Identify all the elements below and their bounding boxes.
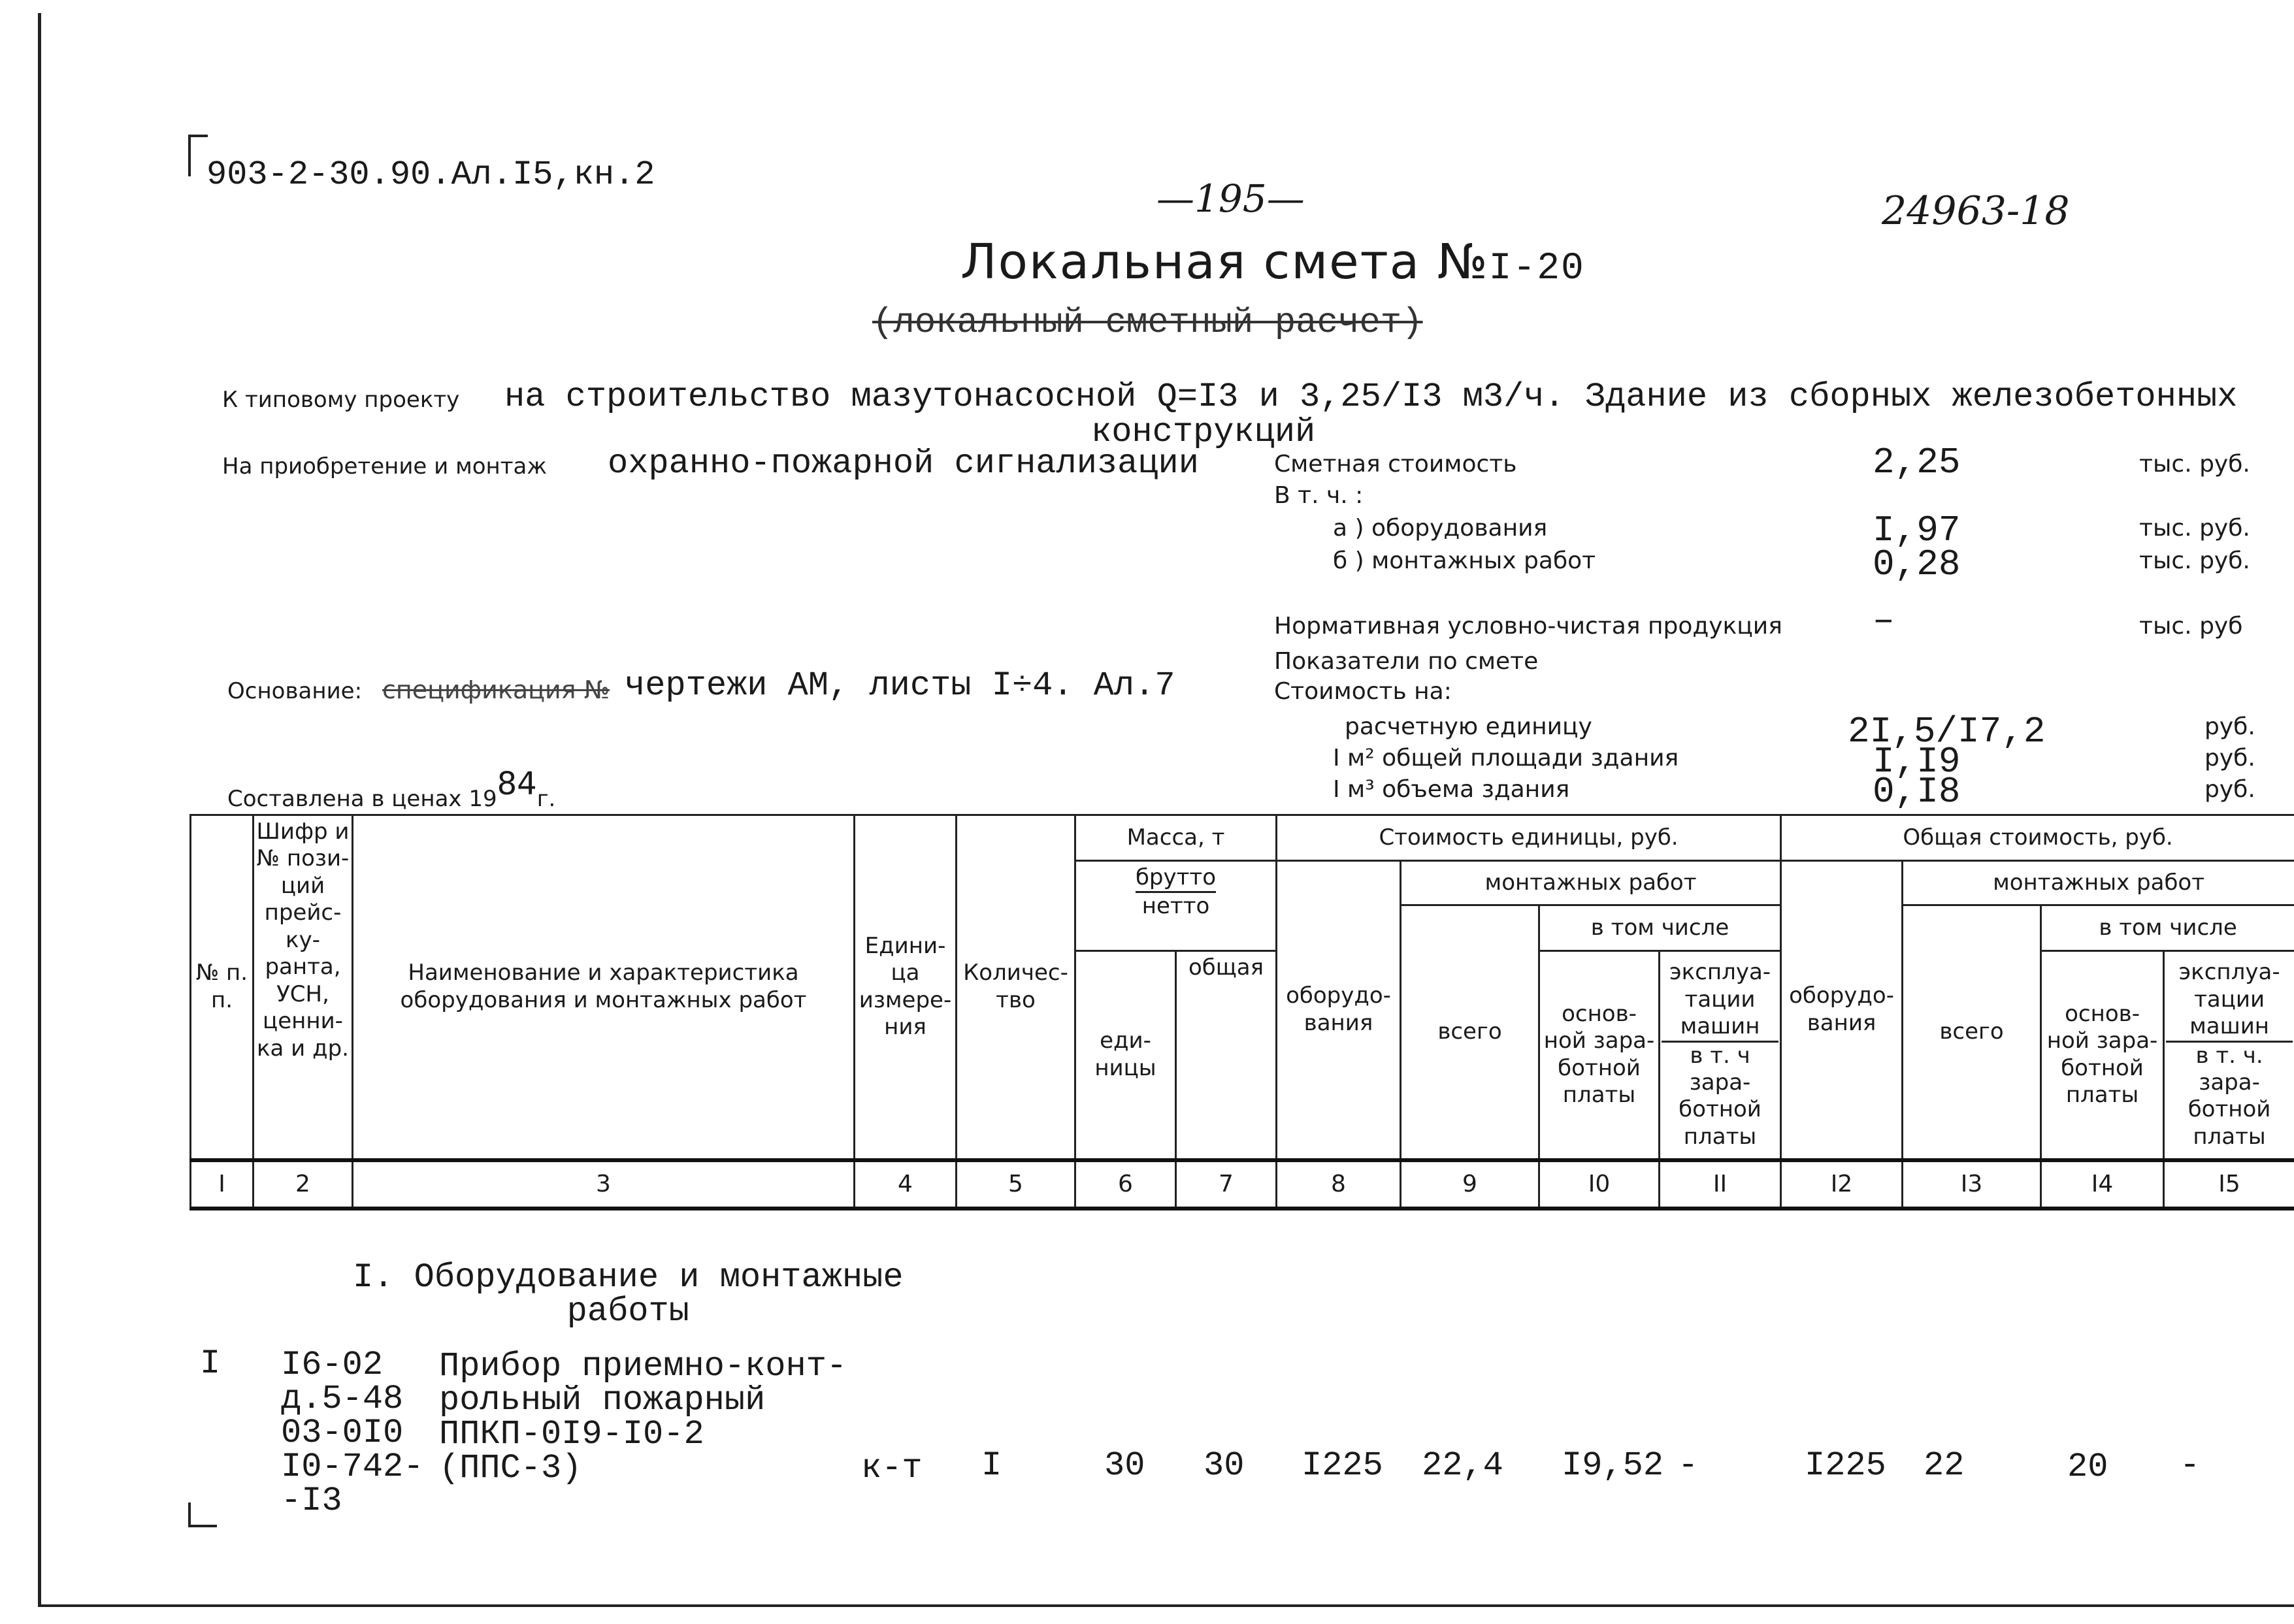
total-install-total-header: всего <box>1903 905 2041 1160</box>
purpose-value: охранно-пожарной сигнализации <box>608 444 1199 483</box>
document-number: 24963-18 <box>1882 188 2070 234</box>
row-base-wage-sum: 20 <box>2067 1448 2108 1486</box>
total-machines-sub: в т. ч. зара- ботной платы <box>2187 1042 2271 1150</box>
total-equipment-header: оборудо- вания <box>1781 861 1903 1160</box>
row-machines-sum: - <box>2180 1446 2201 1485</box>
column-number: I2 <box>1781 1160 1903 1209</box>
col-code-header: Шифр и № пози- ций прейс- ку- ранта, УСН, ценни- ка и др. <box>254 815 353 1160</box>
corner-mark-bottom-left <box>188 1502 217 1527</box>
prices-year: 84 <box>497 766 537 802</box>
equipment-unit: тыс. руб. <box>2139 515 2250 542</box>
netto-label: нетто <box>1141 893 1210 920</box>
project-value-continued: конструкций <box>1091 413 1316 451</box>
installation-value: 0,28 <box>1873 544 1961 585</box>
title-text: Локальная смета № <box>960 234 1489 290</box>
row-equipment-total: I225 <box>1805 1446 1886 1485</box>
column-number: 8 <box>1277 1160 1401 1209</box>
section-title-line1: I. Оборудование и монтажные <box>353 1258 904 1297</box>
total-machines-label: эксплуа- тации машин <box>2166 959 2293 1042</box>
column-numbers-row <box>191 1160 2294 1209</box>
column-number: 2 <box>254 1160 353 1209</box>
page-bottom-border <box>38 1604 2294 1607</box>
estimate-table-header <box>189 814 2294 1210</box>
net-product-label: Нормативная условно-чистая продукция <box>1274 613 1782 640</box>
per-unit-label: расчетную единицу <box>1345 713 1592 740</box>
per-m3-value: 0,I8 <box>1873 771 1961 813</box>
col-number-header: № п. п. <box>191 815 254 1160</box>
section-title-line2: работы <box>566 1292 689 1331</box>
row-code: I0-742- <box>281 1448 424 1486</box>
row-code: д.5-48 <box>281 1380 404 1418</box>
page-left-border <box>38 13 41 1607</box>
project-label: К типовому проекту <box>222 387 460 413</box>
including-label: В т. ч. : <box>1274 482 1364 509</box>
per-m2-label: I м² общей площади здания <box>1333 745 1679 771</box>
brutto-label: брутто <box>1136 864 1216 893</box>
estimated-cost-label: Сметная стоимость <box>1274 451 1517 478</box>
estimated-cost-unit: тыс. руб. <box>2139 451 2250 478</box>
indicators-label: Показатели по смете <box>1274 648 1539 675</box>
row-quantity: I <box>981 1446 1002 1485</box>
per-unit-unit: руб. <box>2204 713 2255 740</box>
unit-base-wage-header: основ- ной зара- ботной платы <box>1539 951 1660 1160</box>
row-name-line: Прибор приемно-конт- <box>439 1347 847 1386</box>
net-product-value: – <box>1873 600 1895 641</box>
unit-including-header: в том числе <box>1539 905 1781 951</box>
unit-install-header: монтажных работ <box>1401 861 1781 905</box>
estimated-cost-value: 2,25 <box>1873 442 1961 483</box>
total-machines-header <box>2164 951 2294 1160</box>
row-install-total-sum: 22 <box>1924 1446 1965 1485</box>
cost-for-label: Стоимость на: <box>1274 678 1452 705</box>
total-cost-header: Общая стоимость, руб. <box>1781 815 2294 861</box>
corner-mark-top-left <box>188 135 208 176</box>
installation-label: б ) монтажных работ <box>1333 547 1596 574</box>
col-quantity-header: Количес- тво <box>957 815 1075 1160</box>
row-unit: к-т <box>861 1449 923 1487</box>
row-code: 03-0I0 <box>281 1414 404 1452</box>
row-equipment-cost: I225 <box>1302 1446 1383 1485</box>
row-mass-unit: 30 <box>1104 1446 1145 1485</box>
row-code: I6-02 <box>281 1346 384 1384</box>
row-name-line: ППКП-0I9-I0-2 <box>439 1415 704 1453</box>
row-base-wage: I9,52 <box>1562 1446 1664 1485</box>
struck-subtitle <box>872 303 1423 343</box>
basis-struck-text: спецификация № <box>382 675 610 704</box>
prices-label: Составлена в ценах 19 <box>227 786 497 812</box>
col-unit-header: Едини- ца измере- ния <box>855 815 957 1160</box>
unit-machines-sub: в т. ч зара- ботной платы <box>1679 1042 1761 1150</box>
col-name-header: Наименование и характеристика оборудования и монтажных работ <box>353 815 855 1160</box>
column-number: 9 <box>1401 1160 1539 1209</box>
net-product-unit: тыс. руб <box>2139 613 2243 640</box>
unit-machines-label: эксплуа- тации машин <box>1662 959 1778 1042</box>
document-code: 903-2-30.90.Ал.I5,кн.2 <box>206 155 655 194</box>
per-m2-value: I,I9 <box>1873 741 1961 783</box>
prices-suffix: г. <box>536 786 556 812</box>
page-title <box>960 234 1585 290</box>
per-m3-label: I м³ объема здания <box>1333 776 1570 803</box>
column-number: I4 <box>2041 1160 2164 1209</box>
row-number: I <box>200 1344 221 1383</box>
basis-label: Основание: <box>227 678 363 704</box>
row-mass-total: 30 <box>1204 1446 1245 1485</box>
unit-machines-header <box>1660 951 1781 1160</box>
row-codes <box>281 1348 423 1518</box>
total-base-wage-header: основ- ной зара- ботной платы <box>2041 951 2164 1160</box>
installation-unit: тыс. руб. <box>2139 547 2250 574</box>
per-unit-value: 2I,5/I7,2 <box>1848 711 2046 753</box>
prices-line <box>227 766 556 814</box>
column-number: 6 <box>1075 1160 1176 1209</box>
row-code: -I3 <box>281 1482 342 1520</box>
column-number: I5 <box>2164 1160 2294 1209</box>
per-m3-unit: руб. <box>2204 776 2255 803</box>
column-number: 4 <box>855 1160 957 1209</box>
mass-unit-header: еди- ницы <box>1075 951 1176 1160</box>
purpose-label: На приобретение и монтаж <box>222 453 548 479</box>
unit-install-total-header: всего <box>1401 905 1539 1160</box>
equipment-value: I,97 <box>1873 510 1961 551</box>
total-including-header: в том числе <box>2041 905 2294 951</box>
subtitle-text: (локальный сметный расчет) <box>872 303 1423 343</box>
unit-equipment-header: оборудо- вания <box>1277 861 1401 1160</box>
column-number: II <box>1660 1160 1781 1209</box>
column-number: I <box>191 1160 254 1209</box>
total-install-header: монтажных работ <box>1903 861 2294 905</box>
column-number: I0 <box>1539 1160 1660 1209</box>
section-title <box>353 1258 904 1331</box>
column-number: 7 <box>1176 1160 1277 1209</box>
mass-total-header: общая <box>1176 951 1277 1160</box>
basis-value: чертежи АМ, листы I÷4. Ал.7 <box>625 666 1175 705</box>
column-number: 5 <box>957 1160 1075 1209</box>
page-number: —195— <box>1156 176 1305 221</box>
brutto-netto-header <box>1075 861 1277 951</box>
row-install-total: 22,4 <box>1422 1446 1503 1485</box>
column-number: 3 <box>353 1160 855 1209</box>
unit-cost-header: Стоимость единицы, руб. <box>1277 815 1781 861</box>
row-name-line: (ППС-3) <box>439 1449 582 1487</box>
column-number: I3 <box>1903 1160 2041 1209</box>
per-m2-unit: руб. <box>2204 745 2255 771</box>
title-number: I-20 <box>1488 248 1585 290</box>
row-name-line: рольный пожарный <box>439 1381 766 1420</box>
equipment-label: а ) оборудования <box>1333 515 1548 542</box>
project-value: на строительство мазутонасосной Q=I3 и 3,25/I3 м3/ч. Здание из сборных железобетонных <box>504 378 2238 416</box>
row-name <box>439 1347 847 1487</box>
mass-header: Масса, т <box>1075 815 1277 861</box>
row-machines: - <box>1678 1446 1699 1485</box>
